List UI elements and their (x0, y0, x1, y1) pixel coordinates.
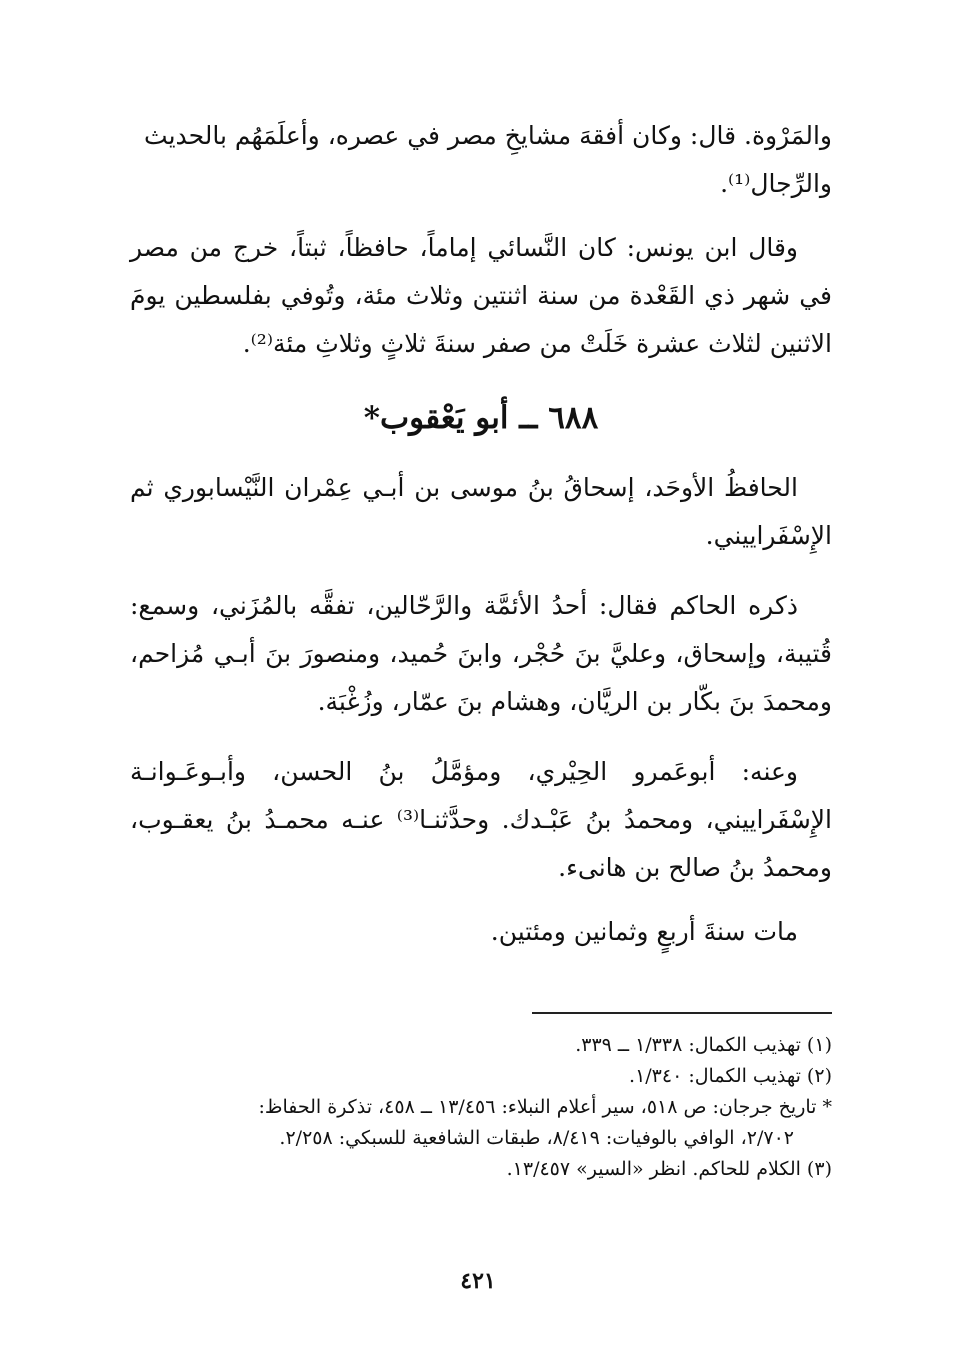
page-number: ٤٢١ (460, 1268, 496, 1294)
footnote-1: (١) تهذيب الكمال: ١/٣٣٨ ــ ٣٣٩. (575, 1034, 832, 1056)
footnote-star-line-1: * تاريخ جرجان: ص ٥١٨، سير أعلام النبلاء: ١٣/٤٥٦ ــ ٤٥٨، تذكرة الحفاظ: (258, 1096, 832, 1118)
paragraph-1-line-2: والرِّجال⁽¹⁾. (720, 169, 832, 198)
footnote-2: (٢) تهذيب الكمال: ١/٣٤٠. (629, 1065, 832, 1087)
footnote-3: (٣) الكلام للحاكم. انظر «السير» ١٣/٤٥٧. (506, 1158, 832, 1180)
paragraph-biography: الحافظُ الأوحَد، إسحاقُ بنُ موسى بن أبـي عِمْران النَّيْسابوري ثم الإِسْفَراييني. (130, 473, 832, 550)
entry-heading: ٦٨٨ ــ أبو يَعْقوب* (363, 400, 599, 436)
paragraph-ibn-yunus: وقال ابن يونس: كان النَّسائي إماماً، حافظاً، ثبتاً، خرج من مصر في شهر ذي القَعْدة من سنة اثنتين وثلاث مئة، وتُوفي بفلسطين يومَ الاثنين لثلاث عشرة خَلَتْ من صفر سنةَ ثلاثٍ وثلاثِ مئة⁽²⁾. (130, 233, 832, 358)
footnote-divider (532, 1012, 832, 1014)
paragraph-hakim: ذكره الحاكم فقال: أحدُ الأئمَّة والرَّحّالين، تفقَّه بالمُزَني، وسمع: قُتيبة، وإسحاق، وعليَّ بنَ حُجْر، وابنَ حُميد، ومنصورَ بنَ أبـي مُزاحم، ومحمدَ بنَ بكّار بن الريَّان، وهشام بنَ عمّار، وزُغْبَة. (130, 591, 832, 716)
footnote-star-line-2: ٢/٧٠٢، الوافي بالوفيات: ٨/٤١٩، طبقات الشافعية للسبكي: ٢/٢٥٨. (279, 1127, 794, 1149)
main-text (130, 112, 832, 956)
paragraph-death: مات سنةَ أربعٍ وثمانين ومئتين. (490, 917, 798, 946)
paragraph-1-line-1: والمَرْوة. قال: وكان أفقهَ مشايخِ مصر في عصره، وأعلَمَهُم بالحديث (144, 121, 832, 150)
paragraph-students: وعنه: أبوعَمرو الحِيْري، ومؤمَّلُ بنُ الحسن، وأبـوعَـوانـة الإِسْفَراييني، ومحمدُ بنُ عَبْـدك. وحدَّثنـا⁽³⁾ عنـه محمـدُ بنُ يعقـوب، ومحمدُ بنُ صالح بن هانىء. (130, 757, 832, 882)
footnotes (130, 1030, 832, 1185)
